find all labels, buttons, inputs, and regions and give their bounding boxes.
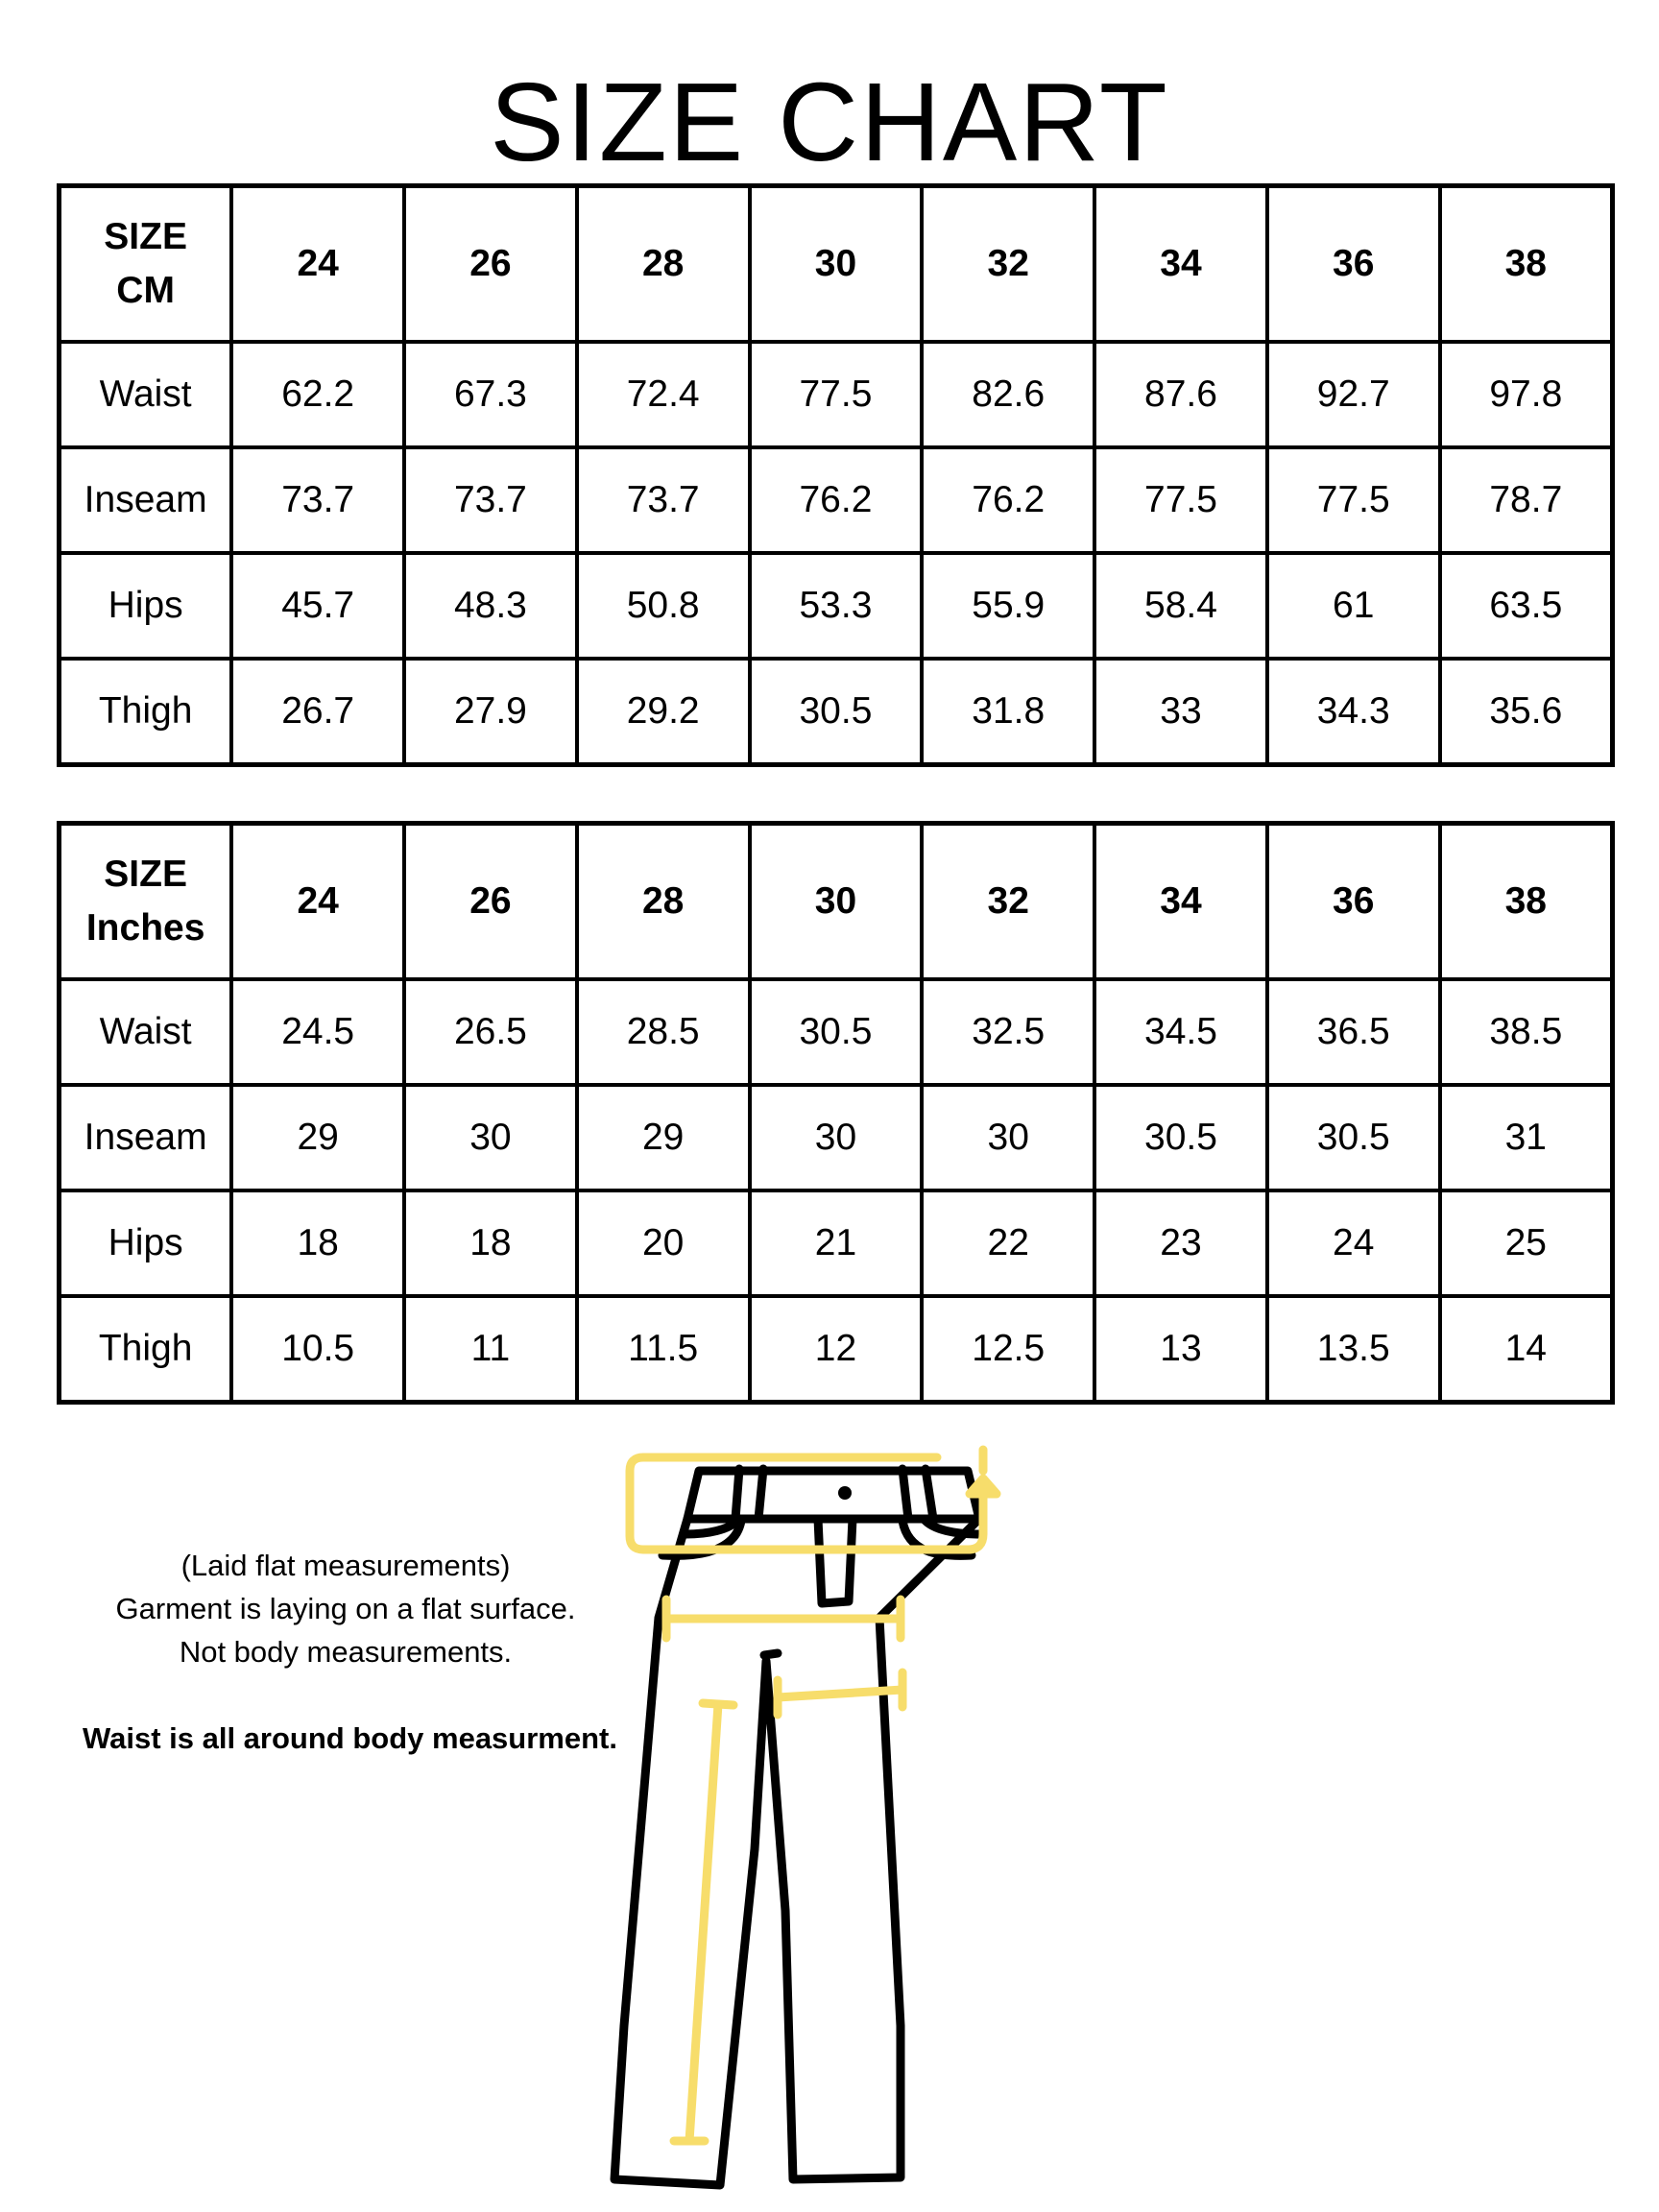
- pants-belt-loop: [902, 1469, 908, 1519]
- table-cell: 67.3: [404, 342, 577, 447]
- table-row-inseam: [60, 1085, 1613, 1190]
- size-header-cell: 34: [1094, 186, 1267, 343]
- size-header-cell: 38: [1440, 824, 1613, 980]
- note-waist-all-around: Waist is all around body measurment.: [83, 1721, 617, 1755]
- row-label: Hips: [60, 1190, 232, 1296]
- table-cell: 62.2: [231, 342, 404, 447]
- table-cell: 36.5: [1267, 979, 1440, 1085]
- table-row-waist: [60, 979, 1613, 1085]
- inseam-measure-end: [703, 1703, 733, 1705]
- table-cell: 30: [922, 1085, 1094, 1190]
- page-title: SIZE CHART: [490, 60, 1169, 184]
- size-header-cell: 24: [231, 186, 404, 343]
- note-line-not-body: Not body measurements.: [179, 1635, 513, 1669]
- size-header-cell: 32: [922, 824, 1094, 980]
- row-label: Thigh: [60, 1296, 232, 1403]
- pants-belt-loop: [758, 1469, 763, 1519]
- size-header-cell: 36: [1267, 186, 1440, 343]
- header-label-unit: Inches: [85, 907, 205, 949]
- table-cell: 12: [750, 1296, 923, 1403]
- row-label: Waist: [60, 342, 232, 447]
- size-header-cell: 34: [1094, 824, 1267, 980]
- inseam-measure-line: [689, 1704, 718, 2141]
- table-cell: 34.5: [1094, 979, 1267, 1085]
- table-cell: 50.8: [577, 553, 750, 659]
- pants-belt-loop: [735, 1469, 739, 1519]
- table-row-inseam: [60, 447, 1613, 553]
- note-line-flat-surface: Garment is laying on a flat surface.: [115, 1592, 576, 1625]
- table-cell: 45.7: [231, 553, 404, 659]
- table-cell: 29: [577, 1085, 750, 1190]
- table-cell: 11: [404, 1296, 577, 1403]
- table-cell: 24.5: [231, 979, 404, 1085]
- table-row-hips: [60, 553, 1613, 659]
- size-header-cell: 26: [404, 824, 577, 980]
- row-label: Inseam: [60, 1085, 232, 1190]
- table-cell: 78.7: [1440, 447, 1613, 553]
- table-cell: 38.5: [1440, 979, 1613, 1085]
- table-cell: 27.9: [404, 659, 577, 765]
- size-header-cell: 28: [577, 186, 750, 343]
- table-row-waist: [60, 342, 1613, 447]
- note-line-laid-flat: (Laid flat measurements): [180, 1549, 511, 1582]
- table-cell: 11.5: [577, 1296, 750, 1403]
- row-label: Waist: [60, 979, 232, 1085]
- size-header-cell: 24: [231, 824, 404, 980]
- table-cell: 24: [1267, 1190, 1440, 1296]
- table-cell: 18: [404, 1190, 577, 1296]
- table-cell: 25: [1440, 1190, 1613, 1296]
- row-label: Thigh: [60, 659, 232, 765]
- table-header-row: [60, 186, 1613, 343]
- table-cell: 14: [1440, 1296, 1613, 1403]
- table-cell: 82.6: [922, 342, 1094, 447]
- table-cell: 58.4: [1094, 553, 1267, 659]
- table-cell: 12.5: [922, 1296, 1094, 1403]
- header-label-size: SIZE: [104, 216, 187, 257]
- table-cell: 26.5: [404, 979, 577, 1085]
- pants-crotch: [764, 1653, 778, 1655]
- table-cell: 31: [1440, 1085, 1613, 1190]
- table-cell: 87.6: [1094, 342, 1267, 447]
- table-cell: 22: [922, 1190, 1094, 1296]
- size-header-cell: 26: [404, 186, 577, 343]
- size-header-cell: 30: [750, 824, 923, 980]
- table-cell: 72.4: [577, 342, 750, 447]
- table-cell: 77.5: [1267, 447, 1440, 553]
- table-cell: 73.7: [404, 447, 577, 553]
- pants-fly: [818, 1519, 853, 1603]
- table-row-thigh: [60, 1296, 1613, 1403]
- table-header-row: [60, 824, 1613, 980]
- table-cell: 20: [577, 1190, 750, 1296]
- table-cell: 26.7: [231, 659, 404, 765]
- table-cell: 33: [1094, 659, 1267, 765]
- row-label: Inseam: [60, 447, 232, 553]
- size-table-cm: [57, 183, 1615, 767]
- table-cell: 18: [231, 1190, 404, 1296]
- size-header-cell: 38: [1440, 186, 1613, 343]
- table-cell: 30.5: [1094, 1085, 1267, 1190]
- table-cell: 29.2: [577, 659, 750, 765]
- table-cell: 92.7: [1267, 342, 1440, 447]
- table-cell: 61: [1267, 553, 1440, 659]
- table-cell: 30.5: [1267, 1085, 1440, 1190]
- table-cell: 76.2: [750, 447, 923, 553]
- table-cell: 13: [1094, 1296, 1267, 1403]
- size-header-cell: 28: [577, 824, 750, 980]
- table-cell: 23: [1094, 1190, 1267, 1296]
- table-cell: 21: [750, 1190, 923, 1296]
- pants-belt-loop: [926, 1469, 933, 1519]
- table-cell: 97.8: [1440, 342, 1613, 447]
- table-cell: 30: [750, 1085, 923, 1190]
- table-row-thigh: [60, 659, 1613, 765]
- table-header-label: [60, 824, 232, 980]
- table-cell: 53.3: [750, 553, 923, 659]
- row-label: Hips: [60, 553, 232, 659]
- table-cell: 10.5: [231, 1296, 404, 1403]
- table-cell: 28.5: [577, 979, 750, 1085]
- pants-measurement-diagram: [576, 1411, 1114, 2199]
- table-cell: 63.5: [1440, 553, 1613, 659]
- size-header-cell: 36: [1267, 824, 1440, 980]
- table-row-hips: [60, 1190, 1613, 1296]
- table-cell: 34.3: [1267, 659, 1440, 765]
- measurement-notes: [77, 1544, 617, 1755]
- table-cell: 73.7: [231, 447, 404, 553]
- table-cell: 77.5: [750, 342, 923, 447]
- table-cell: 29: [231, 1085, 404, 1190]
- pants-button: [838, 1486, 852, 1500]
- table-header-label: [60, 186, 232, 343]
- table-cell: 32.5: [922, 979, 1094, 1085]
- size-header-cell: 32: [922, 186, 1094, 343]
- table-cell: 30.5: [750, 659, 923, 765]
- table-cell: 76.2: [922, 447, 1094, 553]
- size-table-inches: [57, 821, 1615, 1405]
- table-cell: 77.5: [1094, 447, 1267, 553]
- table-cell: 48.3: [404, 553, 577, 659]
- header-label-unit: CM: [116, 270, 175, 311]
- size-header-cell: 30: [750, 186, 923, 343]
- header-label-size: SIZE: [104, 854, 187, 895]
- table-cell: 35.6: [1440, 659, 1613, 765]
- table-cell: 30: [404, 1085, 577, 1190]
- table-cell: 13.5: [1267, 1296, 1440, 1403]
- table-cell: 30.5: [750, 979, 923, 1085]
- table-cell: 55.9: [922, 553, 1094, 659]
- table-cell: 73.7: [577, 447, 750, 553]
- table-cell: 31.8: [922, 659, 1094, 765]
